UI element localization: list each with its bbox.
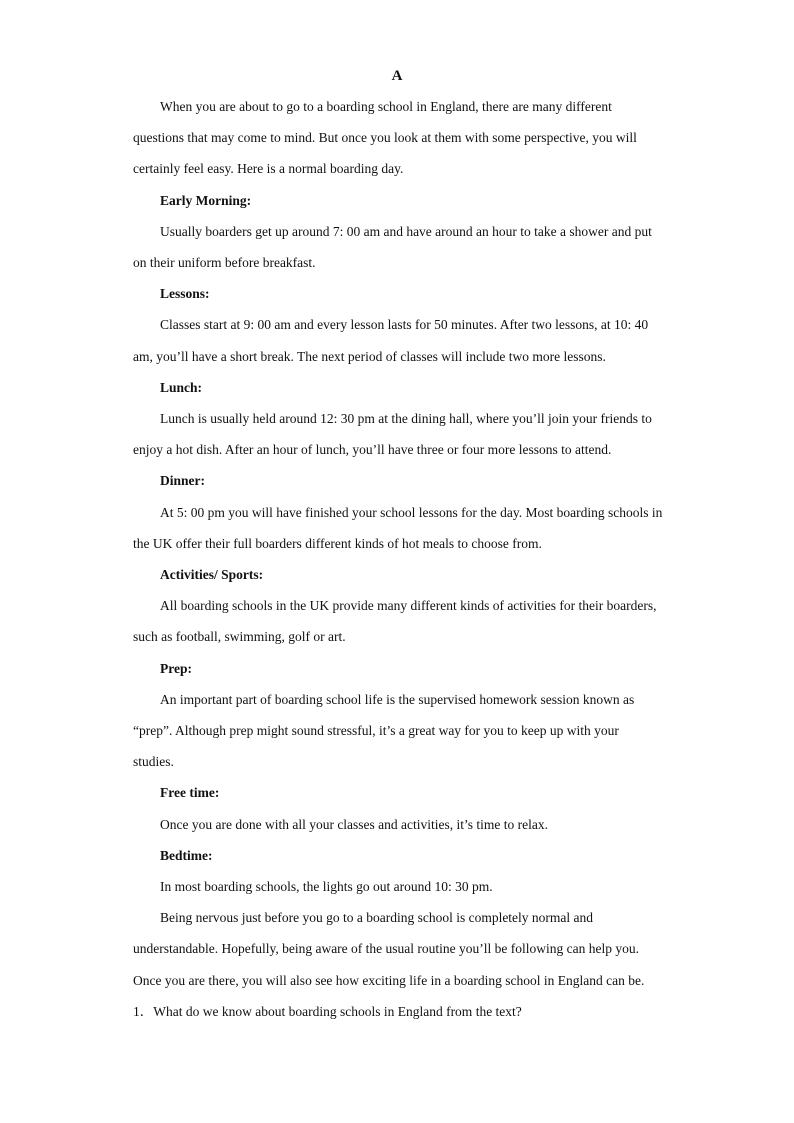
section-text-activities-sports: All boarding schools in the UK provide many different kinds of activities for their boarders, such as football, swimming, golf or art. (133, 598, 657, 645)
section-heading-lunch: Lunch: (160, 379, 203, 395)
section-heading-bedtime: Bedtime: (160, 847, 213, 863)
passage-body (133, 91, 663, 1027)
section-heading-early-morning: Early Morning: (160, 192, 252, 208)
question-1: 1．What do we know about boarding schools in England from the text? (133, 1003, 522, 1019)
section-text-prep: An important part of boarding school life is the supervised homework session known as “prep”. Although prep might sound stressful, it’s a great way for you to keep up with your studies. (133, 691, 635, 770)
section-text-early-morning: Usually boarders get up around 7: 00 am and have around an hour to take a shower and put on their uniform before breakfast. (133, 223, 652, 271)
section-text-bedtime: In most boarding schools, the lights go out around 10: 30 pm. (160, 879, 493, 895)
section-text-dinner: At 5: 00 pm you will have finished your school lessons for the day. Most boarding schools in the UK offer their full boarders different kinds of hot meals to choose from. (133, 504, 663, 551)
passage-title: A (391, 68, 403, 84)
section-heading-free-time: Free time: (160, 785, 220, 801)
intro-paragraph: When you are about to go to a boarding school in England, there are many different questions that may come to mind. But once you look at them with some perspective, you will certainly feel easy. Here is a normal boarding day. (133, 99, 637, 177)
conclusion-paragraph: Being nervous just before you go to a boarding school is completely normal and understandable. Hopefully, being aware of the usual routine you’ll be following can help you. Once you are there, you will also see how exciting life in a boarding school in England can be. (133, 910, 645, 988)
section-heading-prep: Prep: (160, 660, 192, 676)
section-text-lunch: Lunch is usually held around 12: 30 pm at the dining hall, where you’ll join your friends to enjoy a hot dish. After an hour of lunch, you’ll have three or four more lessons to attend. (133, 411, 652, 458)
section-heading-dinner: Dinner: (160, 473, 205, 489)
section-text-lessons: Classes start at 9: 00 am and every lesson lasts for 50 minutes. After two lessons, at 10: 40 am, you’ll have a short break. The next period of classes will include two more lessons. (133, 317, 649, 364)
section-heading-lessons: Lessons: (160, 286, 210, 302)
section-heading-activities-sports: Activities/ Sports: (160, 567, 264, 583)
section-text-free-time: Once you are done with all your classes and activities, it’s time to relax. (160, 816, 549, 832)
